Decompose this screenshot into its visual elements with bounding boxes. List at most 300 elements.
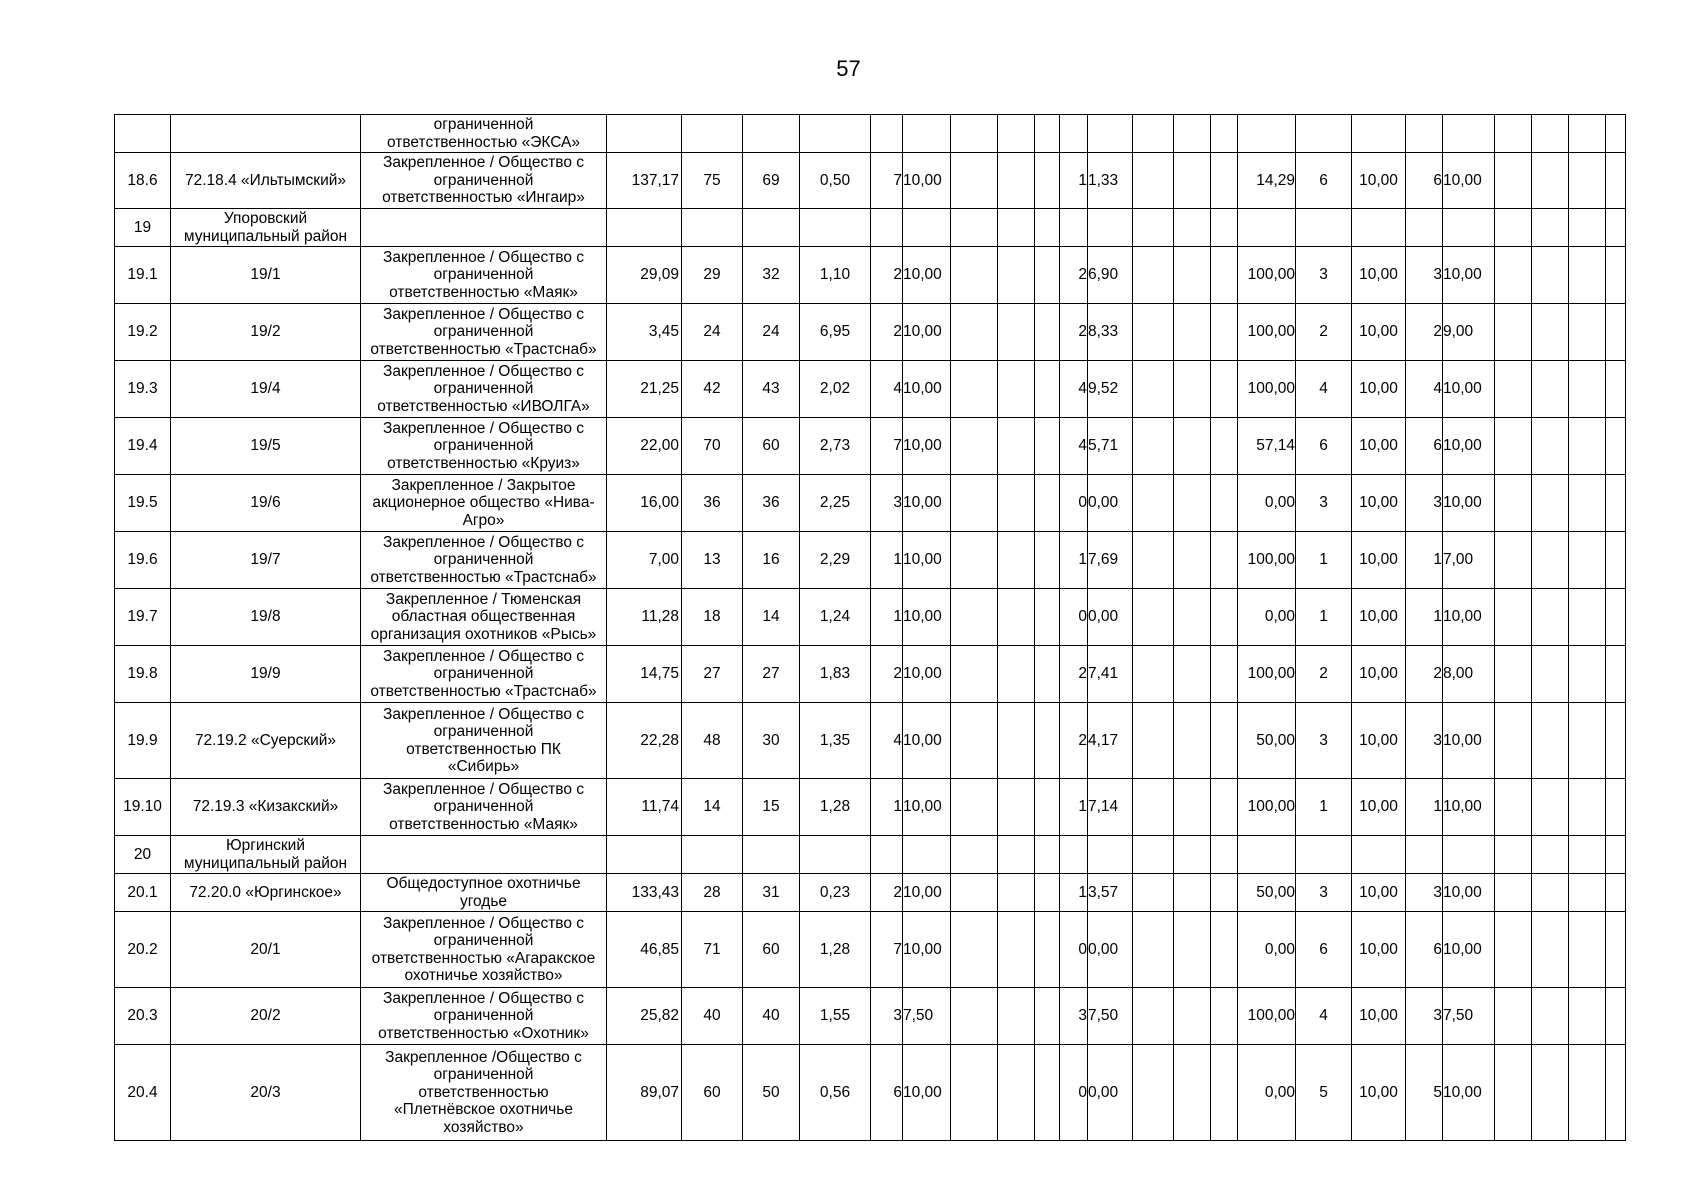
table-cell	[951, 703, 998, 779]
table-cell: 3	[1406, 703, 1443, 779]
table-cell	[1352, 836, 1406, 874]
table-cell: 9,52	[1088, 361, 1133, 418]
table-cell: 1,35	[800, 703, 871, 779]
table-cell	[1211, 912, 1238, 988]
table-cell: 7	[871, 418, 903, 475]
table-cell: 2	[871, 247, 903, 304]
table-cell: 7,00	[607, 532, 682, 589]
table-cell	[1443, 209, 1495, 247]
table-cell: 6	[1406, 912, 1443, 988]
table-cell	[1495, 361, 1532, 418]
table-cell: 19.10	[115, 779, 171, 836]
table-cell	[1035, 912, 1060, 988]
table-cell	[1495, 988, 1532, 1045]
table-cell: 10,00	[903, 874, 951, 912]
table-cell	[998, 874, 1035, 912]
table-cell: 10,00	[1352, 779, 1406, 836]
table-cell	[1606, 247, 1626, 304]
table-cell	[1133, 361, 1174, 418]
table-cell: 3	[1296, 475, 1352, 532]
table-cell: 6	[1296, 912, 1352, 988]
table-cell: 100,00	[1238, 988, 1296, 1045]
table-cell: 10,00	[1352, 361, 1406, 418]
table-cell: 10,00	[1443, 475, 1495, 532]
table-cell	[1133, 304, 1174, 361]
table-cell: 20.3	[115, 988, 171, 1045]
table-cell: 10,00	[903, 912, 951, 988]
table-cell	[998, 988, 1035, 1045]
table-cell	[1133, 836, 1174, 874]
table-cell: 6	[1406, 418, 1443, 475]
table-cell: 2,25	[800, 475, 871, 532]
table-cell: 70	[682, 418, 743, 475]
table-cell: 20	[115, 836, 171, 874]
table-cell	[951, 988, 998, 1045]
table-cell	[1174, 589, 1211, 646]
table-cell: 2,73	[800, 418, 871, 475]
table-cell: 1	[1060, 874, 1088, 912]
table-cell: 6	[1296, 153, 1352, 209]
table-cell	[951, 247, 998, 304]
table-cell: 10,00	[1352, 247, 1406, 304]
table-row	[115, 153, 1626, 209]
table-cell: 7,69	[1088, 532, 1133, 589]
table-cell: 100,00	[1238, 779, 1296, 836]
table-cell: 1	[871, 779, 903, 836]
table-cell	[361, 209, 607, 247]
table-cell	[1569, 836, 1606, 874]
table-cell	[1211, 646, 1238, 703]
table-cell	[1606, 703, 1626, 779]
table-cell	[1606, 361, 1626, 418]
table-cell: 3	[1406, 988, 1443, 1045]
table-cell	[951, 589, 998, 646]
table-cell: 19.6	[115, 532, 171, 589]
table-cell: 0	[1060, 589, 1088, 646]
table-cell: 10,00	[1443, 912, 1495, 988]
table-cell	[743, 209, 800, 247]
table-cell: 1,55	[800, 988, 871, 1045]
table-cell: 1	[1406, 532, 1443, 589]
table-cell	[1606, 988, 1626, 1045]
table-cell	[998, 912, 1035, 988]
table-cell	[361, 836, 607, 874]
table-cell: 19/9	[171, 646, 361, 703]
table-cell	[1035, 988, 1060, 1045]
table-cell: 3	[1296, 874, 1352, 912]
table-cell: 7,50	[903, 988, 951, 1045]
table-cell: 10,00	[903, 361, 951, 418]
table-cell	[1495, 836, 1532, 874]
table-cell	[951, 361, 998, 418]
table-cell	[1035, 115, 1060, 153]
table-cell: 29,09	[607, 247, 682, 304]
table-cell	[1211, 988, 1238, 1045]
table-cell: 10,00	[903, 532, 951, 589]
table-cell	[1569, 589, 1606, 646]
table-cell	[1495, 532, 1532, 589]
table-cell	[1296, 836, 1352, 874]
table-cell	[1532, 209, 1569, 247]
table-row	[115, 115, 1626, 153]
table-cell	[1211, 115, 1238, 153]
table-cell: 100,00	[1238, 646, 1296, 703]
table-cell	[1035, 1045, 1060, 1141]
table-cell: 48	[682, 703, 743, 779]
table-cell: 100,00	[1238, 304, 1296, 361]
table-cell	[871, 836, 903, 874]
table-cell	[998, 646, 1035, 703]
table-cell	[1495, 779, 1532, 836]
table-cell	[1569, 532, 1606, 589]
table-cell	[1532, 115, 1569, 153]
table-cell: 1	[1060, 532, 1088, 589]
table-cell: Закрепленное / Общество с ограниченной ответственностью «Трастснаб»	[361, 304, 607, 361]
table-cell	[607, 836, 682, 874]
table-cell	[1211, 361, 1238, 418]
table-cell: 60	[743, 418, 800, 475]
table-cell: 10,00	[1352, 153, 1406, 209]
table-cell	[1035, 247, 1060, 304]
table-cell	[1035, 836, 1060, 874]
table-row	[115, 209, 1626, 247]
table-cell: 6	[1406, 153, 1443, 209]
table-cell	[1211, 418, 1238, 475]
table-cell	[682, 836, 743, 874]
table-cell: 4	[1406, 361, 1443, 418]
table-cell	[1532, 475, 1569, 532]
table-cell: 19.1	[115, 247, 171, 304]
table-cell	[1406, 115, 1443, 153]
table-cell	[1211, 304, 1238, 361]
table-cell: 7,41	[1088, 646, 1133, 703]
table-cell: 5,71	[1088, 418, 1133, 475]
table-cell	[1211, 589, 1238, 646]
table-cell	[1211, 532, 1238, 589]
table-cell	[1606, 589, 1626, 646]
table-cell: 3	[1406, 874, 1443, 912]
table-cell: 24	[743, 304, 800, 361]
table-cell: 0,00	[1088, 589, 1133, 646]
table-cell: Закрепленное / Общество с ограниченной ответственностью «ИВОЛГА»	[361, 361, 607, 418]
table-cell: 10,00	[1443, 247, 1495, 304]
table-cell	[951, 646, 998, 703]
table-cell: 72.20.0 «Юргинское»	[171, 874, 361, 912]
table-cell: Упоровский муниципальный район	[171, 209, 361, 247]
table-cell: 7	[871, 153, 903, 209]
table-cell	[743, 115, 800, 153]
table-cell: Общедоступное охотничье угодье	[361, 874, 607, 912]
table-cell	[1088, 115, 1133, 153]
table-cell	[1569, 988, 1606, 1045]
table-cell	[951, 475, 998, 532]
table-cell	[1211, 836, 1238, 874]
table-cell: 2	[1406, 646, 1443, 703]
table-cell	[1060, 115, 1088, 153]
table-cell	[1174, 304, 1211, 361]
table-cell: 10,00	[1352, 475, 1406, 532]
table-cell	[1495, 874, 1532, 912]
table-cell: 2	[1060, 646, 1088, 703]
table-cell	[1495, 912, 1532, 988]
table-cell	[1569, 646, 1606, 703]
table-cell	[1133, 874, 1174, 912]
table-cell: Юргинский муниципальный район	[171, 836, 361, 874]
table-cell: 7,00	[1443, 532, 1495, 589]
table-cell: 10,00	[1443, 361, 1495, 418]
table-cell	[1606, 418, 1626, 475]
table-cell: 7,14	[1088, 779, 1133, 836]
table-cell	[951, 304, 998, 361]
table-cell	[998, 247, 1035, 304]
table-cell	[1606, 532, 1626, 589]
table-cell: 4	[871, 361, 903, 418]
table-cell: 36	[682, 475, 743, 532]
table-cell	[1174, 988, 1211, 1045]
table-cell	[1211, 703, 1238, 779]
table-row	[115, 703, 1626, 779]
table-cell: 1	[1406, 779, 1443, 836]
table-cell: 2,29	[800, 532, 871, 589]
table-cell	[1495, 247, 1532, 304]
table-cell	[1606, 475, 1626, 532]
table-cell: 75	[682, 153, 743, 209]
table-cell: 46,85	[607, 912, 682, 988]
table-cell: 19/5	[171, 418, 361, 475]
table-cell	[998, 115, 1035, 153]
table-cell	[1532, 304, 1569, 361]
table-cell: 10,00	[1352, 874, 1406, 912]
table-cell: 1	[1296, 532, 1352, 589]
table-cell	[1406, 209, 1443, 247]
table-row	[115, 912, 1626, 988]
table-cell	[1495, 703, 1532, 779]
table-cell	[1532, 1045, 1569, 1141]
table-cell	[998, 361, 1035, 418]
table-cell: 6,95	[800, 304, 871, 361]
table-cell: 7	[871, 912, 903, 988]
table-cell: 19.9	[115, 703, 171, 779]
table-cell: 2	[871, 304, 903, 361]
table-row	[115, 988, 1626, 1045]
table-cell: 2,02	[800, 361, 871, 418]
table-cell	[1133, 646, 1174, 703]
table-cell: 3	[1296, 703, 1352, 779]
table-cell: 2	[871, 646, 903, 703]
table-cell: 3	[1060, 988, 1088, 1045]
table-cell: 10,00	[1443, 703, 1495, 779]
table-cell	[1569, 247, 1606, 304]
table-cell: 18.6	[115, 153, 171, 209]
table-cell: 72.19.3 «Кизакский»	[171, 779, 361, 836]
table-cell: 0,23	[800, 874, 871, 912]
table-cell	[1035, 304, 1060, 361]
table-cell	[1532, 646, 1569, 703]
table-cell	[998, 209, 1035, 247]
table-cell	[951, 912, 998, 988]
table-cell: 19.7	[115, 589, 171, 646]
table-cell: 72.19.2 «Суерский»	[171, 703, 361, 779]
table-cell: 5	[1406, 1045, 1443, 1141]
table-cell: 10,00	[1352, 532, 1406, 589]
table-cell: 6	[1296, 418, 1352, 475]
table-cell	[998, 836, 1035, 874]
table-cell	[1569, 361, 1606, 418]
table-cell	[1606, 209, 1626, 247]
table-cell: 5	[1296, 1045, 1352, 1141]
table-cell	[1569, 115, 1606, 153]
table-cell: 10,00	[1352, 646, 1406, 703]
table-cell	[1174, 836, 1211, 874]
table-cell	[1133, 912, 1174, 988]
table-cell: 27	[682, 646, 743, 703]
table-cell: 19/2	[171, 304, 361, 361]
table-cell	[1133, 988, 1174, 1045]
table-cell: 28	[682, 874, 743, 912]
table-cell	[1238, 836, 1296, 874]
table-cell	[1035, 209, 1060, 247]
table-cell: 3	[1406, 247, 1443, 304]
table-cell: 6,90	[1088, 247, 1133, 304]
table-cell	[1495, 115, 1532, 153]
table-cell	[903, 115, 951, 153]
table-cell	[1238, 115, 1296, 153]
table-cell: 72.18.4 «Ильтымский»	[171, 153, 361, 209]
table-cell	[1035, 361, 1060, 418]
table-cell: 27	[743, 646, 800, 703]
table-cell: 20.4	[115, 1045, 171, 1141]
table-cell: 31	[743, 874, 800, 912]
table-cell: 1	[871, 589, 903, 646]
table-cell: 0	[1060, 475, 1088, 532]
table-cell: 4	[871, 703, 903, 779]
table-cell: Закрепленное / Общество с ограниченной ответственностью «Ингаир»	[361, 153, 607, 209]
table-cell	[998, 1045, 1035, 1141]
table-cell: 2	[1406, 304, 1443, 361]
table-cell	[1133, 418, 1174, 475]
table-cell: 1,83	[800, 646, 871, 703]
table-cell	[743, 836, 800, 874]
table-cell: 30	[743, 703, 800, 779]
table-cell: Закрепленное / Закрытое акционерное общество «Нива- Агро»	[361, 475, 607, 532]
table-cell	[1035, 646, 1060, 703]
table-cell: 19.3	[115, 361, 171, 418]
table-cell	[1133, 532, 1174, 589]
table-cell: 40	[682, 988, 743, 1045]
table-cell	[1174, 475, 1211, 532]
table-cell	[800, 836, 871, 874]
table-cell	[682, 115, 743, 153]
table-cell: 19/8	[171, 589, 361, 646]
table-cell: 15	[743, 779, 800, 836]
table-cell	[998, 589, 1035, 646]
table-cell: 19/6	[171, 475, 361, 532]
table-cell	[951, 209, 998, 247]
table-cell	[1035, 418, 1060, 475]
table-cell: 14	[743, 589, 800, 646]
table-cell	[1174, 418, 1211, 475]
table-cell	[1174, 153, 1211, 209]
table-cell	[1060, 209, 1088, 247]
table-cell	[1211, 779, 1238, 836]
table-cell: 4	[1060, 361, 1088, 418]
table-cell: 60	[743, 912, 800, 988]
table-cell: 22,00	[607, 418, 682, 475]
table-cell	[903, 209, 951, 247]
table-cell: 1,24	[800, 589, 871, 646]
table-cell: Закрепленное / Общество с ограниченной ответственностью «Трастснаб»	[361, 532, 607, 589]
table-cell: 4,17	[1088, 703, 1133, 779]
table-cell: 10,00	[1443, 874, 1495, 912]
table-cell: 7,50	[1443, 988, 1495, 1045]
table-cell: 10,00	[1352, 589, 1406, 646]
table-cell: Закрепленное / Общество с ограниченной ответственностью «Круиз»	[361, 418, 607, 475]
table-cell: 10,00	[1443, 418, 1495, 475]
table-cell: 19.4	[115, 418, 171, 475]
table-cell	[1133, 589, 1174, 646]
table-cell	[871, 115, 903, 153]
table-row	[115, 475, 1626, 532]
table-cell	[1133, 153, 1174, 209]
table-cell: 71	[682, 912, 743, 988]
table-cell	[951, 418, 998, 475]
table-cell: 3,57	[1088, 874, 1133, 912]
table-cell	[951, 1045, 998, 1141]
table-cell: 19.8	[115, 646, 171, 703]
table-cell: 7,50	[1088, 988, 1133, 1045]
table-cell	[998, 475, 1035, 532]
table-cell	[1174, 779, 1211, 836]
table-cell	[1532, 988, 1569, 1045]
table-cell	[951, 836, 998, 874]
table-cell: Закрепленное / Общество с ограниченной ответственностью «Охотник»	[361, 988, 607, 1045]
table-cell: 25,82	[607, 988, 682, 1045]
table-cell	[1495, 475, 1532, 532]
table-cell	[1035, 779, 1060, 836]
table-cell: 0,00	[1088, 475, 1133, 532]
table-cell	[1606, 646, 1626, 703]
table-cell	[1060, 836, 1088, 874]
table-row	[115, 836, 1626, 874]
table-cell: 19.2	[115, 304, 171, 361]
table-cell	[998, 532, 1035, 589]
table-cell: Закрепленное / Общество с ограниченной ответственностью «Маяк»	[361, 247, 607, 304]
table-cell: 11,28	[607, 589, 682, 646]
table-cell: Закрепленное / Общество с ограниченной ответственностью «Маяк»	[361, 779, 607, 836]
table-cell	[951, 532, 998, 589]
table-cell	[1606, 874, 1626, 912]
table-row	[115, 646, 1626, 703]
table-cell: 21,25	[607, 361, 682, 418]
table-cell: 100,00	[1238, 247, 1296, 304]
page-number: 57	[836, 56, 861, 81]
table-cell	[607, 209, 682, 247]
table-cell: 8,33	[1088, 304, 1133, 361]
table-cell	[1296, 209, 1352, 247]
table-cell: 13	[682, 532, 743, 589]
table-cell: 14,75	[607, 646, 682, 703]
table-cell: 24	[682, 304, 743, 361]
table-cell: 3	[871, 475, 903, 532]
table-cell	[1532, 532, 1569, 589]
table-cell	[1174, 874, 1211, 912]
table-cell: 3,45	[607, 304, 682, 361]
table-cell	[1035, 589, 1060, 646]
table-cell	[1174, 912, 1211, 988]
table-cell	[1495, 304, 1532, 361]
table-cell	[1352, 209, 1406, 247]
table-cell: 14,29	[1238, 153, 1296, 209]
